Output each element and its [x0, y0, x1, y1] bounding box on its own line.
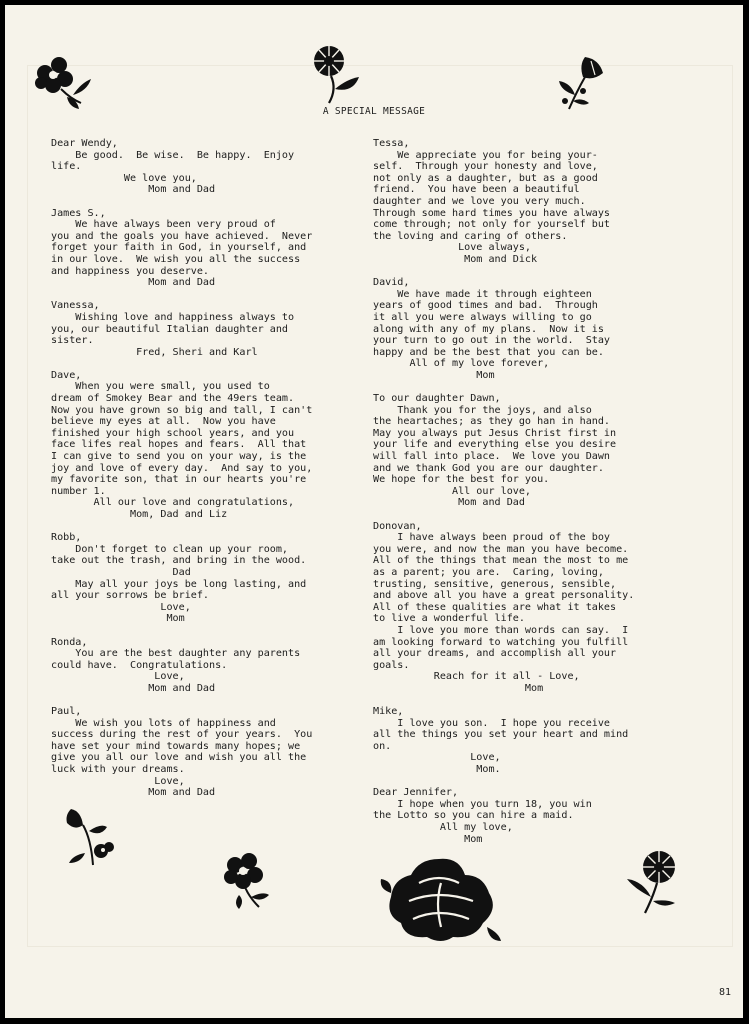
- message-line: May you always put Jesus Christ first in: [373, 427, 617, 439]
- message-line: Mom: [51, 613, 185, 625]
- message-line: happy and be the best that you can be.: [373, 346, 604, 358]
- message-line: All of the things that mean the most to me: [373, 555, 629, 567]
- message-line: finished your high school years, and you: [51, 427, 295, 439]
- message-line: have set your mind towards many hopes; we: [51, 740, 301, 752]
- message-line: Mom and Dad: [51, 184, 216, 196]
- message-line: When you were small, you used to: [51, 381, 270, 393]
- message-line: Mom, Dad and Liz: [51, 509, 228, 520]
- flower-icon-bottom-right: [623, 845, 683, 915]
- page-heading: A SPECIAL MESSAGE: [322, 106, 426, 117]
- message-line: We wish you lots of happiness and: [51, 717, 276, 729]
- message-line: Mom: [373, 682, 544, 694]
- message-line: sister.: [51, 335, 94, 347]
- message-line: you and the goals you have achieved. Never: [51, 230, 313, 242]
- message-line: Love,: [373, 752, 501, 764]
- message-line: Thank you for the joys, and also: [373, 404, 592, 416]
- message-line: will fall into place. We love you Dawn: [373, 451, 611, 463]
- message-line: We appreciate you for being your-: [373, 149, 598, 161]
- flower-icon-bottom-center: [379, 853, 503, 945]
- message-line: your life and everything else you desire: [373, 439, 617, 451]
- message-line: Love always,: [373, 242, 532, 254]
- message-line: Mom and Dad: [51, 682, 216, 694]
- message-line: you were, and now the man you have become.: [373, 543, 629, 555]
- message-line: Vanessa,: [51, 300, 100, 312]
- message-line: Mom: [373, 369, 495, 381]
- message-line: could have. Congratulations.: [51, 659, 228, 671]
- message-line: success during the rest of your years. You: [51, 729, 313, 741]
- message-line: self. Through your honesty and love,: [373, 161, 598, 173]
- message-block: [51, 300, 351, 358]
- message-line: I have always been proud of the boy: [373, 532, 611, 544]
- message-block: [373, 393, 673, 509]
- message-block: [51, 208, 351, 289]
- right-column: [373, 138, 673, 857]
- message-line: Dave,: [51, 369, 82, 381]
- message-line: all your sorrows be brief.: [51, 590, 210, 602]
- message-line: you, our beautiful Italian daughter and: [51, 323, 289, 335]
- message-line: To our daughter Dawn,: [373, 393, 501, 405]
- message-line: and happiness you deserve.: [51, 265, 210, 277]
- message-line: Mom and Dick: [373, 253, 538, 265]
- page-number: 81: [718, 987, 731, 998]
- message-line: You are the best daughter any parents: [51, 648, 301, 660]
- flower-icon-top-left: [31, 53, 101, 113]
- message-line: all your dreams, and accomplish all your: [373, 648, 617, 660]
- message-line: All our love and congratulations,: [51, 497, 295, 509]
- message-line: Now you have grown so big and tall, I can't: [51, 404, 313, 416]
- message-line: Mom and Dad: [51, 277, 216, 289]
- message-line: Don't forget to clean up your room,: [51, 543, 289, 555]
- message-line: face lifes real hopes and fears. All that: [51, 439, 307, 451]
- message-line: All of my love forever,: [373, 358, 550, 370]
- message-line: Wishing love and happiness always to: [51, 311, 295, 323]
- message-line: Love,: [51, 671, 185, 683]
- message-line: your turn to go out in the world. Stay: [373, 335, 611, 347]
- message-line: am looking forward to watching you fulfill: [373, 636, 629, 648]
- message-block: [373, 277, 673, 381]
- message-block: [373, 138, 673, 266]
- message-line: I can give to send you on your way, is the: [51, 451, 307, 463]
- message-block: [373, 706, 673, 776]
- message-line: I hope when you turn 18, you win: [373, 798, 592, 810]
- message-line: it all you were always willing to go: [373, 311, 592, 323]
- message-line: goals.: [373, 659, 410, 671]
- message-line: We have always been very proud of: [51, 219, 276, 231]
- message-line: All our love,: [373, 485, 532, 497]
- message-line: We have made it through eighteen: [373, 288, 592, 300]
- message-line: dream of Smokey Bear and the 49ers team.: [51, 393, 295, 405]
- message-line: I love you son. I hope you receive: [373, 717, 611, 729]
- message-line: to live a wonderful life.: [373, 613, 525, 625]
- message-line: We love you,: [51, 172, 197, 184]
- message-line: the heartaches; as they go han in hand.: [373, 416, 611, 428]
- message-line: daughter and we love you very much.: [373, 195, 586, 207]
- message-line: as a parent; you are. Caring, loving,: [373, 566, 604, 578]
- message-line: Paul,: [51, 706, 82, 718]
- flower-icon-top-right: [555, 51, 611, 113]
- message-line: Mom and Dad: [373, 497, 525, 509]
- message-line: forget your faith in God, in yourself, and: [51, 242, 307, 254]
- message-line: all the things you set your heart and mind: [373, 729, 629, 741]
- message-line: believe my eyes at all. Now you have: [51, 416, 276, 428]
- message-line: luck with your dreams.: [51, 764, 185, 776]
- message-line: give you all our love and wish you all the: [51, 752, 307, 764]
- message-line: All of these qualities are what it takes: [373, 601, 617, 613]
- message-line: Ronda,: [51, 636, 88, 648]
- message-line: Tessa,: [373, 138, 410, 149]
- flower-icon-bottom-left: [61, 805, 123, 869]
- message-block: [373, 787, 673, 845]
- message-line: Robb,: [51, 532, 82, 544]
- message-line: and above all you have a great personality.: [373, 590, 635, 602]
- message-line: friend. You have been a beautiful: [373, 184, 580, 196]
- message-line: Dear Wendy,: [51, 138, 118, 149]
- message-line: in our love. We wish you all the success: [51, 253, 301, 265]
- message-block: [373, 521, 673, 695]
- message-line: Through some hard times you have always: [373, 207, 611, 219]
- message-line: number 1.: [51, 485, 106, 497]
- message-line: We hope for the best for you.: [373, 474, 550, 486]
- message-block: [51, 637, 351, 695]
- message-block: [51, 532, 351, 625]
- message-line: take out the trash, and bring in the wood.: [51, 555, 307, 567]
- message-line: Mom: [373, 833, 483, 845]
- message-line: Reach for it all - Love,: [373, 671, 580, 683]
- message-line: I love you more than words can say. I: [373, 624, 629, 636]
- message-line: come through; not only for yourself but: [373, 219, 611, 231]
- message-line: and we thank God you are our daughter.: [373, 462, 604, 474]
- message-line: trusting, sensitive, generous, sensible,: [373, 578, 617, 590]
- message-block: [51, 706, 351, 799]
- message-line: Dad: [51, 566, 191, 578]
- message-line: All my love,: [373, 822, 513, 834]
- message-line: Mike,: [373, 706, 404, 718]
- flower-icon-bottom-small: [219, 851, 273, 911]
- message-line: Dear Jennifer,: [373, 787, 459, 799]
- message-line: the Lotto so you can hire a maid.: [373, 810, 574, 822]
- flower-icon-top-center: [303, 39, 365, 105]
- message-line: Love,: [51, 601, 191, 613]
- message-line: May all your joys be long lasting, and: [51, 578, 307, 590]
- message-line: not only as a daughter, but as a good: [373, 172, 598, 184]
- yearbook-page: [5, 5, 743, 1018]
- message-line: on.: [373, 740, 392, 752]
- message-line: James S.,: [51, 207, 106, 219]
- message-line: Mom and Dad: [51, 787, 216, 799]
- message-line: my favorite son, that in our hearts you're: [51, 474, 307, 486]
- message-line: Mom.: [373, 764, 501, 776]
- message-line: Be good. Be wise. Be happy. Enjoy: [51, 149, 295, 161]
- message-line: life.: [51, 161, 82, 173]
- message-line: joy and love of every day. And say to you,: [51, 462, 313, 474]
- message-line: David,: [373, 277, 410, 289]
- message-block: [51, 138, 351, 196]
- message-line: along with any of my plans. Now it is: [373, 323, 604, 335]
- left-column: [51, 138, 351, 810]
- message-block: [51, 370, 351, 521]
- message-line: Fred, Sheri and Karl: [51, 346, 258, 358]
- message-line: Love,: [51, 775, 185, 787]
- message-line: years of good times and bad. Through: [373, 300, 598, 312]
- message-line: the loving and caring of others.: [373, 230, 568, 242]
- message-line: Donovan,: [373, 520, 422, 532]
